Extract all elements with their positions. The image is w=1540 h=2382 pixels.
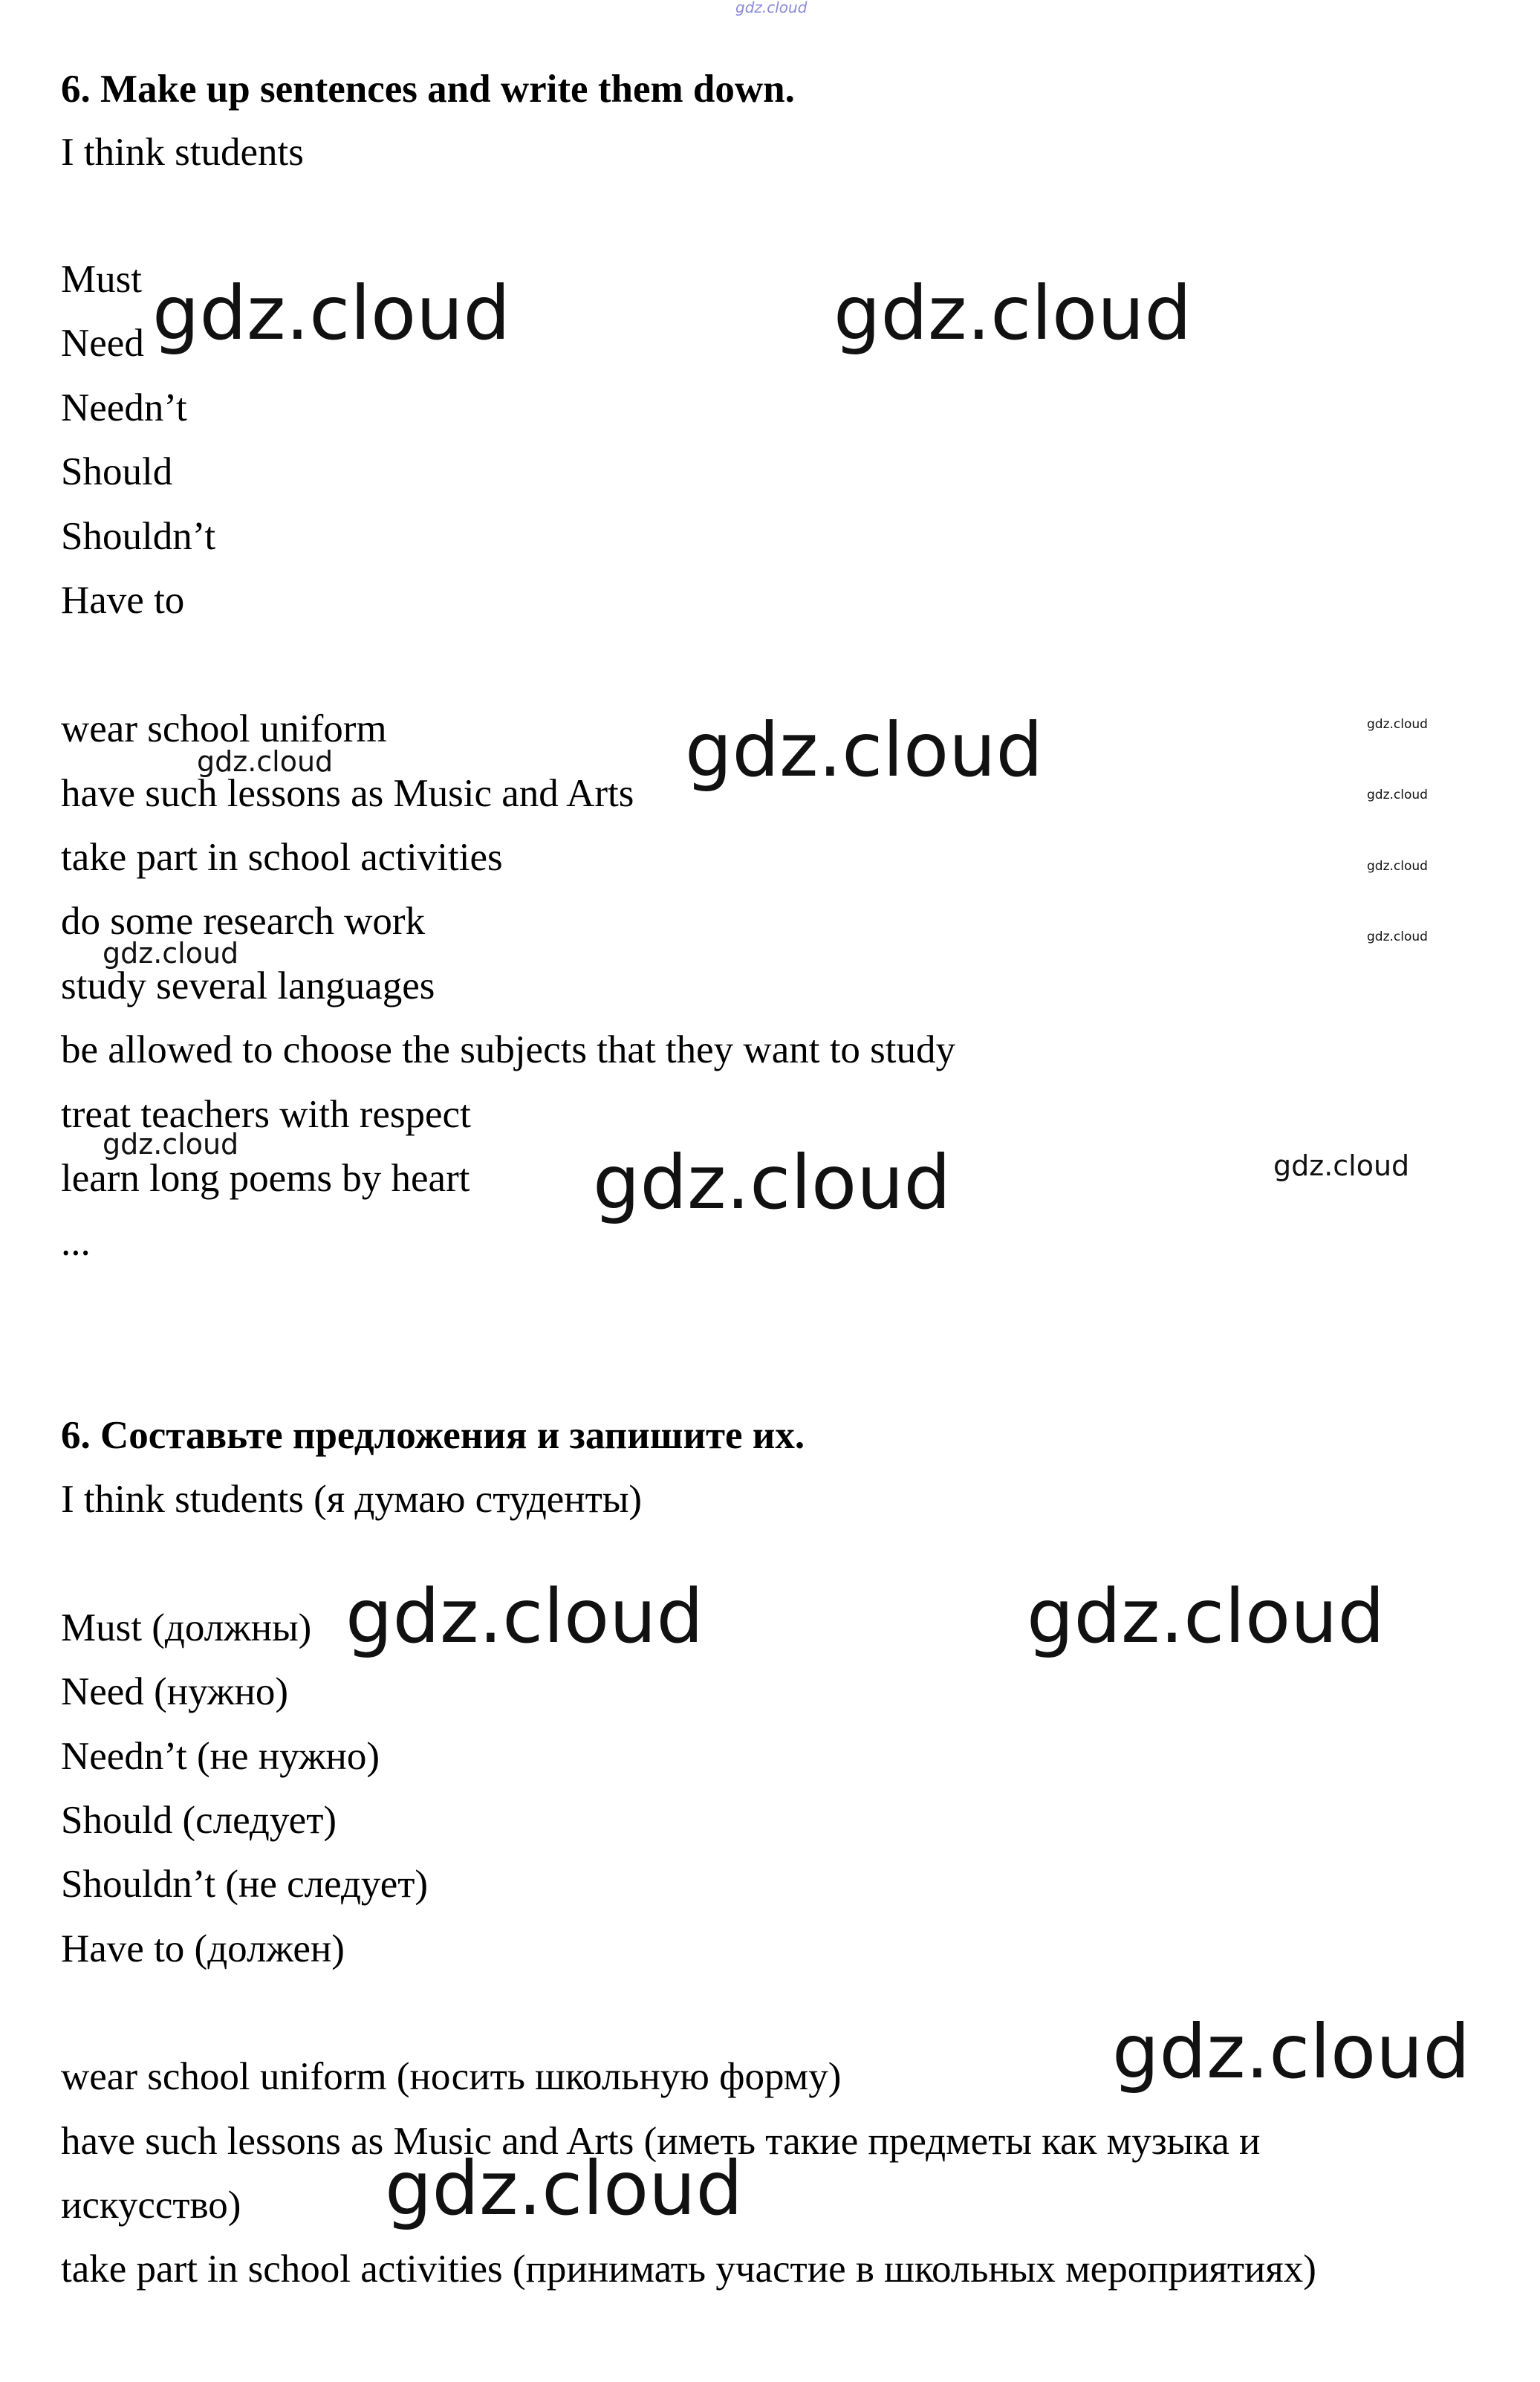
english-intro: I think students: [61, 131, 304, 174]
english-modal-neednt: Needn’t: [61, 386, 187, 429]
watermark: gdz.cloud: [345, 1573, 704, 1660]
watermark: gdz.cloud: [593, 1139, 952, 1226]
watermark: gdz.cloud: [1027, 1573, 1385, 1660]
watermark: gdz.cloud: [103, 1128, 239, 1161]
english-phrase: have such lessons as Music and Arts: [61, 772, 634, 815]
english-modal-should: Should: [61, 450, 173, 493]
russian-heading: 6. Составьте предложения и запишите их.: [61, 1414, 805, 1457]
watermark: gdz.cloud: [1367, 859, 1428, 874]
russian-modal-must: Must (должны): [61, 1606, 312, 1649]
english-phrase: wear school uniform: [61, 707, 387, 750]
english-phrase: take part in school activities: [61, 836, 503, 879]
russian-modal-shouldnt: Shouldn’t (не следует): [61, 1863, 429, 1906]
watermark: gdz.cloud: [685, 707, 1044, 794]
watermark: gdz.cloud: [103, 937, 239, 970]
watermark: gdz.cloud: [1112, 2008, 1471, 2095]
english-ellipsis: ...: [61, 1221, 91, 1264]
watermark: gdz.cloud: [834, 270, 1192, 357]
watermark: gdz.cloud: [385, 2145, 744, 2232]
english-phrase: study several languages: [61, 964, 435, 1007]
watermark: gdz.cloud: [197, 745, 334, 778]
russian-modal-neednt: Needn’t (не нужно): [61, 1735, 380, 1778]
watermark: gdz.cloud: [1367, 717, 1428, 732]
watermark: gdz.cloud: [152, 270, 511, 357]
english-phrase: treat teachers with respect: [61, 1093, 471, 1136]
watermark: gdz.cloud: [1273, 1149, 1410, 1182]
russian-phrase: have such lessons as Music and Arts (иметь такие предметы как музыка и: [61, 2120, 1261, 2163]
russian-modal-have-to: Have to (должен): [61, 1927, 345, 1970]
russian-modal-need: Need (нужно): [61, 1670, 289, 1713]
top-watermark: gdz.cloud: [735, 0, 808, 16]
russian-modal-should: Should (следует): [61, 1799, 337, 1842]
russian-phrase: wear school uniform (носить школьную форму): [61, 2055, 842, 2098]
english-modal-need: Need: [61, 322, 144, 365]
english-heading: 6. Make up sentences and write them down.: [61, 68, 795, 111]
russian-phrase: искусство): [61, 2184, 241, 2227]
watermark: gdz.cloud: [1367, 788, 1428, 802]
english-modal-must: Must: [61, 258, 142, 301]
russian-phrase: take part in school activities (принимать участие в школьных мероприятиях): [61, 2248, 1316, 2291]
russian-intro: I think students (я думаю студенты): [61, 1478, 643, 1521]
watermark: gdz.cloud: [1367, 929, 1428, 944]
english-phrase: be allowed to choose the subjects that they want to study: [61, 1028, 956, 1071]
english-phrase: learn long poems by heart: [61, 1157, 470, 1200]
english-phrase: do some research work: [61, 900, 426, 943]
english-modal-shouldnt: Shouldn’t: [61, 515, 216, 558]
english-modal-have-to: Have to: [61, 579, 185, 622]
